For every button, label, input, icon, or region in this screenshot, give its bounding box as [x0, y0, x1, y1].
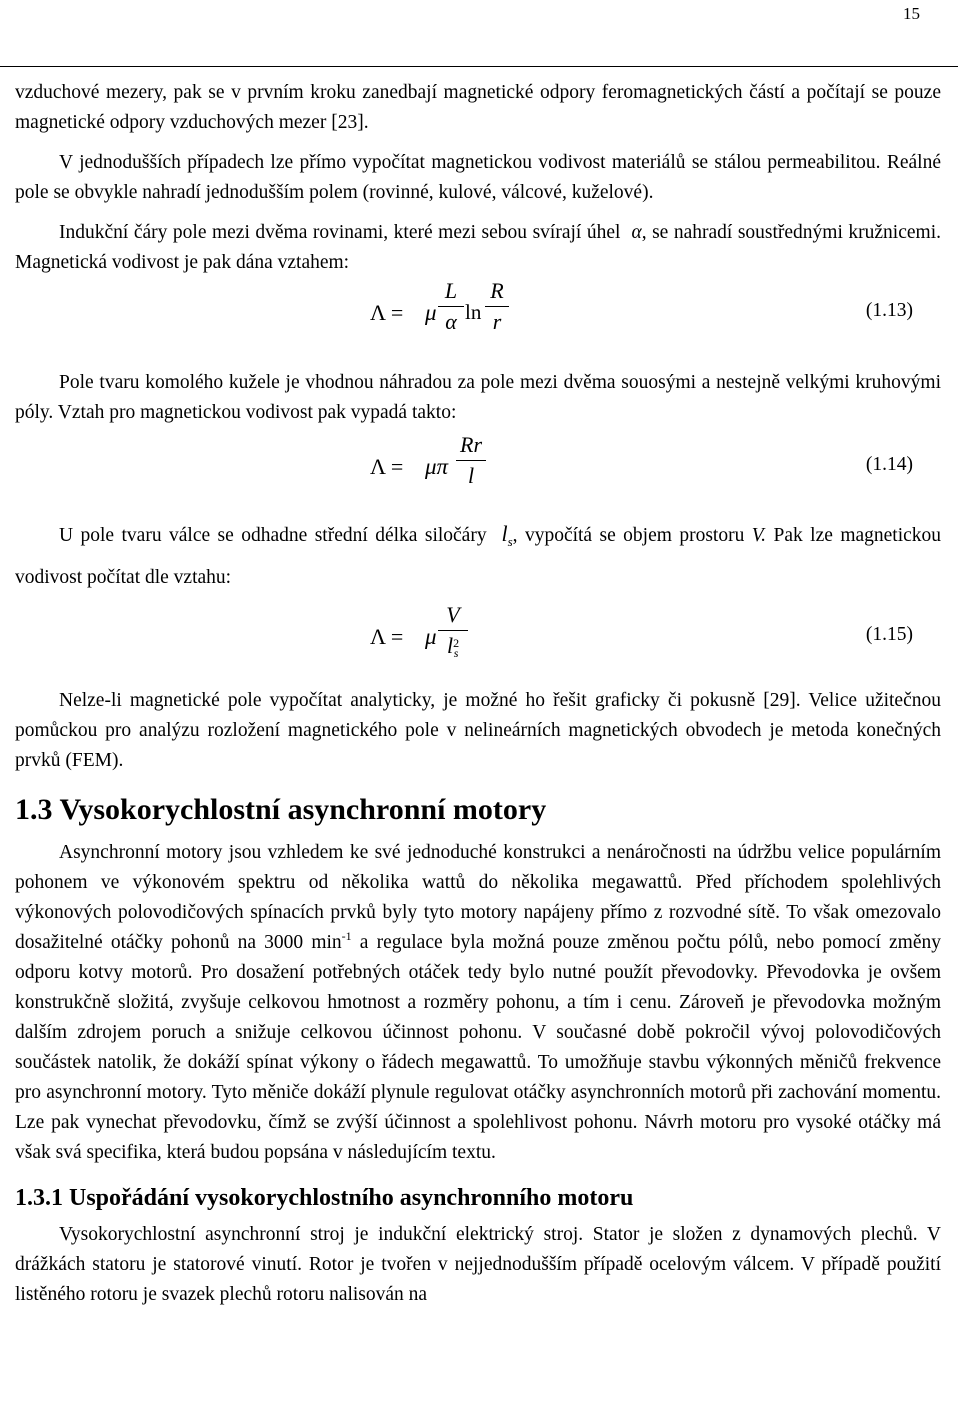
superscript: -1 [341, 928, 352, 943]
page-body [15, 78, 941, 1310]
paragraph [15, 516, 941, 596]
text-run: Indukční čáry pole mezi dvěma rovinami, které mezi sebou svírají úhel [59, 222, 621, 243]
paragraph: vzduchové mezery, pak se v prvním kroku zanedbají magnetické odpory feromagnetických částí a počítají se pouze magnetické odpory vzduchových mezer [23]. [15, 82, 941, 133]
mu-symbol: μ [425, 623, 437, 649]
alpha-symbol: α [631, 222, 642, 243]
numerator: V [446, 601, 460, 627]
fraction [438, 602, 468, 659]
equation-1-13 [15, 278, 941, 358]
section-heading: 1.3 Vysokorychlostní asynchronní motory [15, 792, 547, 826]
numerator: Rr [460, 432, 482, 457]
denominator: l [467, 463, 475, 488]
denominator: α [445, 309, 457, 334]
subscript: s [453, 645, 459, 660]
subsection-heading: 1.3.1 Uspořádání vysokorychlostního asynchronního motoru [15, 1184, 634, 1211]
equation-lhs: Λ = [370, 300, 404, 325]
text-run: Asynchronní motory jsou vzhledem ke své jednoduché konstrukci a nenáročnosti na údržbu velice populárním pohonem ve výkonovém spektru od několika wattů do několika megawattů. Před příchodem spolehlivých výkonových polovodičových spínacích prvků byly tyto motory napájeny přímo z rozvodné sítě. To však omezovalo dosažitelné otáčky pohonů na 3000 min [15, 841, 941, 953]
paragraph: Pole tvaru komolého kužele je vhodnou náhradou za pole mezi dvěma souosými a nestejně velkými kruhovými póly. Vztah pro magnetickou vodivost pak vypadá takto: [15, 372, 941, 423]
numerator: L [444, 278, 458, 303]
text-run: U pole tvaru válce se odhadne střední délka siločáry [59, 525, 487, 546]
ln-operator: ln [465, 300, 482, 324]
superscript: 2 [453, 635, 460, 650]
subscript: s [507, 533, 513, 549]
denominator: r [492, 309, 502, 334]
fraction [485, 278, 509, 335]
fraction [456, 432, 486, 489]
mu-pi-symbol: μπ [425, 454, 449, 479]
text-run: , vypočítá se objem prostoru [512, 525, 745, 546]
equation-lhs: Λ = [370, 623, 404, 649]
paragraph [15, 218, 941, 278]
equation-lhs: Λ = [370, 454, 404, 479]
fraction [438, 278, 464, 335]
text-run: Pak lze magnetickou vodivost počítat dle vztahu: [15, 525, 942, 588]
den-l: l [446, 632, 454, 658]
paragraph [15, 838, 941, 1168]
paragraph: V jednodušších případech lze přímo vypočítat magnetickou vodivost materiálů se stálou permeabilitou. Reálné pole se obvykle nahradí jednodušším polem (rovinné, kulové, válcové, kuželové). [15, 152, 941, 203]
equation-1-15 [15, 596, 941, 682]
text-run: , se nahradí soustřednými kružnicemi. Magnetická vodivost je pak dána vztahem: [15, 222, 941, 273]
v-symbol: V. [751, 525, 767, 546]
l-symbol: l [501, 521, 508, 546]
paragraph: Nelze-li magnetické pole vypočítat analyticky, je možné ho řešit graficky či pokusně [29]. Velice užitečnou pomůckou pro analýzu rozložení magnetického pole v nelineárních magnetických obvodech je metoda konečných prvků (FEM). [15, 689, 941, 771]
page-number: 15 [903, 4, 920, 23]
mu-symbol: μ [425, 300, 437, 325]
denominator [438, 633, 468, 659]
equation-number: (1.14) [865, 454, 913, 475]
paragraph: Vysokorychlostní asynchronní stroj je indukční elektrický stroj. Stator je složen z dynamových plechů. V drážkách statoru je statorové vinutí. Rotor je tvořen v nejjednodušším případě ocelovým válcem. V případě použití listěného rotoru je svazek plechů rotoru nalisován na [15, 1223, 941, 1305]
header-rule [0, 66, 958, 67]
equation-number: (1.13) [865, 300, 913, 321]
numerator: R [490, 278, 504, 303]
text-run: a regulace byla možná pouze změnou počtu pólů, nebo pomocí změny odporu kotvy motorů. Pro dosažení potřebných otáček tedy bylo nutné použít převodovky. Převodovka je ovšem konstrukčně složitá, zvyšuje celkovou hmotnost a rozměry pohonu, a tím i cenu. Zároveň je převodovka možným dalším zdrojem poruch a snižuje celkovou účinnost pohonu. V současné době pokročil vývoj polovodičových součástek natolik, že dokáží spínat výkony o řádech megawattů. To umožňuje stavbu výkonných měničů frekvence pro asynchronní motory. Tyto měniče dokáží plynule regulovat otáčky asynchronních motorů při zachování momentu. Lze pak vynechat převodovku, čímž se zvýší účinnost a spolehlivost pohonu. Návrh motoru pro vysoké otáčky má však svá specifika, která budou popsána v následujícím textu. [15, 931, 941, 1163]
equation-1-14 [15, 428, 941, 512]
equation-number: (1.15) [865, 623, 913, 645]
